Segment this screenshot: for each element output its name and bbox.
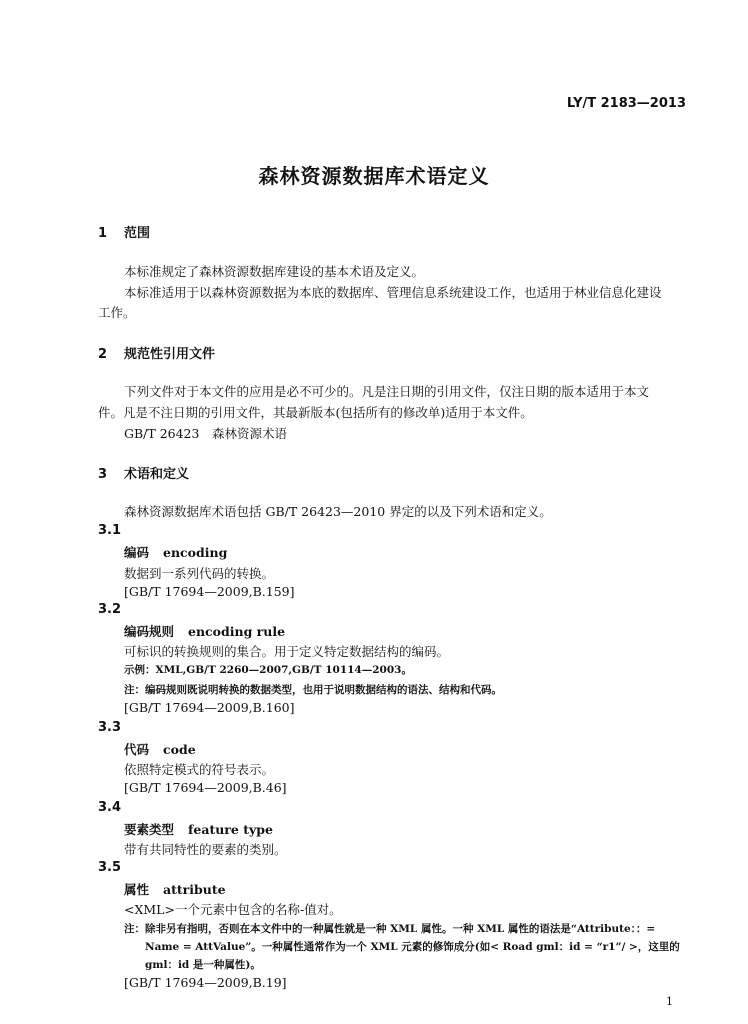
term-zh: 要素类型 <box>124 822 175 837</box>
section-number: 3 <box>98 467 108 482</box>
definition: 数据到一系列代码的转换。 <box>124 566 275 581</box>
term-en: attribute <box>163 882 226 897</box>
term-en: encoding rule <box>188 624 286 639</box>
term <box>124 880 226 898</box>
entry-number: 3.1 <box>98 523 122 538</box>
source-reference: [GB/T 17694—2009,B.159] <box>124 584 295 599</box>
section-1-paragraph-2-cont: 工作。 <box>98 305 136 320</box>
entry-number: 3.2 <box>98 602 122 617</box>
section-3-intro: 森林资源数据库术语包括 GB/T 26423—2010 界定的以及下列术语和定义。 <box>124 504 552 519</box>
source-reference: [GB/T 17694—2009,B.46] <box>124 780 287 795</box>
term-en: feature type <box>188 822 273 837</box>
term-zh: 编码 <box>124 545 150 560</box>
section-2-heading <box>98 343 215 362</box>
document-title: 森林资源数据库术语定义 <box>258 164 490 188</box>
definition: 依照特定模式的符号表示。 <box>124 762 275 777</box>
term-zh: 属性 <box>124 882 150 897</box>
note-cont: gml：id 是一种属性)。 <box>145 959 261 971</box>
section-number: 1 <box>98 226 108 241</box>
definition: 可标识的转换规则的集合。用于定义特定数据结构的编码。 <box>124 644 450 659</box>
term <box>124 622 285 640</box>
entry-number: 3.3 <box>98 720 122 735</box>
normative-reference: GB/T 26423 森林资源术语 <box>124 426 287 441</box>
definition: <XML>一个元素中包含的名称-值对。 <box>124 902 342 917</box>
section-title: 术语和定义 <box>124 467 190 482</box>
page-number: 1 <box>666 995 673 1008</box>
section-2-paragraph-cont: 件。凡是不注日期的引用文件，其最新版本(包括所有的修改单)适用于本文件。 <box>98 405 533 420</box>
term-en: encoding <box>163 545 228 560</box>
section-3-heading <box>98 463 189 482</box>
term <box>124 543 227 561</box>
section-1-paragraph-1: 本标准规定了森林资源数据库建设的基本术语及定义。 <box>124 264 425 279</box>
term-zh: 编码规则 <box>124 624 175 639</box>
note: 注：除非另有指明，否则在本文件中的一种属性就是一种 XML 属性。一种 XML 属性的语法是“Attribute：：= <box>124 923 656 935</box>
term-zh: 代码 <box>124 742 150 757</box>
example: 示例：XML,GB/T 2260—2007,GB/T 10114—2003。 <box>124 664 412 676</box>
term <box>124 740 196 758</box>
definition: 带有共同特性的要素的类别。 <box>124 842 287 857</box>
note-cont: Name = AttValue”。一种属性通常作为一个 XML 元素的修饰成分(如< Road gml：id = “r1”/ >，这里的 <box>145 941 680 953</box>
source-reference: [GB/T 17694—2009,B.19] <box>124 975 287 990</box>
source-reference: [GB/T 17694—2009,B.160] <box>124 700 295 715</box>
section-1-heading <box>98 222 150 241</box>
section-1-paragraph-2: 本标准适用于以森林资源数据为本底的数据库、管理信息系统建设工作，也适用于林业信息化建设 <box>124 285 662 300</box>
section-number: 2 <box>98 347 108 362</box>
section-2-paragraph: 下列文件对于本文件的应用是必不可少的。凡是注日期的引用文件，仅注日期的版本适用于本文 <box>124 384 650 399</box>
term <box>124 820 273 838</box>
entry-number: 3.4 <box>98 800 122 815</box>
standard-code: LY/T 2183—2013 <box>566 96 686 111</box>
term-en: code <box>163 742 196 757</box>
note: 注：编码规则既说明转换的数据类型，也用于说明数据结构的语法、结构和代码。 <box>124 684 502 696</box>
section-title: 范围 <box>124 226 151 241</box>
section-title: 规范性引用文件 <box>124 347 216 362</box>
entry-number: 3.5 <box>98 860 122 875</box>
